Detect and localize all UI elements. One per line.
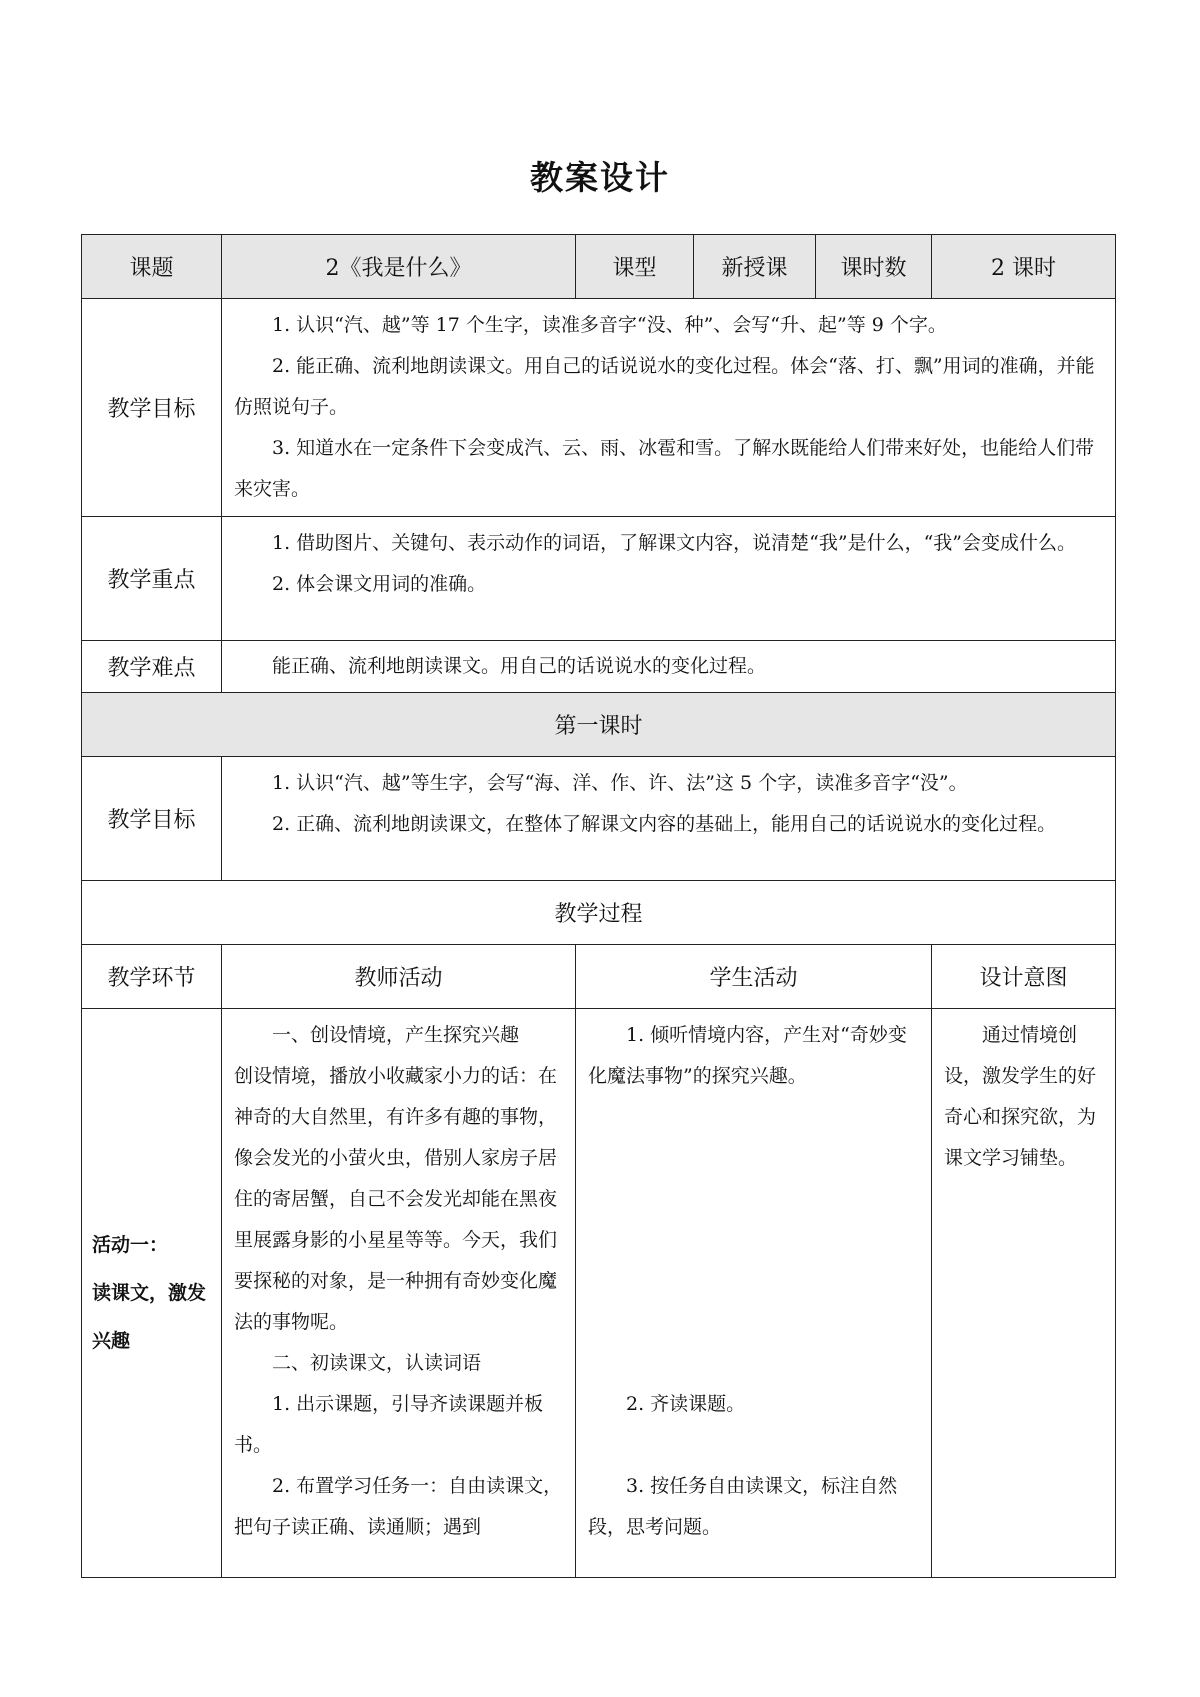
col-header-stage: 教学环节 xyxy=(82,945,222,1009)
student-step: 3. 按任务自由读课文，标注自然段，思考问题。 xyxy=(588,1475,898,1538)
key-points-row xyxy=(82,517,1116,641)
key-point-item: 2. 体会课文用词的准确。 xyxy=(272,573,487,595)
process-heading: 教学过程 xyxy=(82,881,1116,945)
key-point-item: 1. 借助图片、关键句、表示动作的词语，了解课文内容，说清楚“我”是什么，“我”会变成什么。 xyxy=(272,532,1077,554)
goal-item: 1. 认识“汽、越”等 17 个生字，读准多音字“没、种”、会写“升、起”等 9 个字。 xyxy=(272,314,947,336)
student-step: 2. 齐读课题。 xyxy=(626,1393,746,1415)
activity-row xyxy=(82,1009,1116,1578)
activity-label xyxy=(82,1009,222,1578)
intent-text: 通过情境创设，激发学生的好奇心和探究欲，为课文学习铺垫。 xyxy=(944,1024,1097,1169)
col-header-student: 学生活动 xyxy=(576,945,932,1009)
goals-row xyxy=(82,299,1116,517)
spacer xyxy=(588,1302,921,1384)
key-points-content xyxy=(222,517,1116,641)
teacher-activity xyxy=(222,1009,576,1578)
process-columns-row xyxy=(82,945,1116,1009)
lesson1-goal-item: 2. 正确、流利地朗读课文，在整体了解课文内容的基础上，能用自己的话说说水的变化过程。 xyxy=(272,813,1057,835)
lesson1-goals-row xyxy=(82,757,1116,881)
spacer xyxy=(588,1425,921,1466)
goal-item: 3. 知道水在一定条件下会变成汽、云、雨、冰雹和雪。了解水既能给人们带来好处，也能给人们带来灾害。 xyxy=(234,437,1095,500)
col-header-teacher: 教师活动 xyxy=(222,945,576,1009)
lesson1-goal-item: 1. 认识“汽、越”等生字，会写“海、洋、作、许、法”这 5 个字，读准多音字“没”。 xyxy=(272,772,968,794)
teacher-step: 一、创设情境，产生探究兴趣 xyxy=(272,1024,520,1046)
goals-label: 教学目标 xyxy=(82,299,222,517)
type-label: 课型 xyxy=(576,235,694,299)
student-activity xyxy=(576,1009,932,1578)
key-points-label: 教学重点 xyxy=(82,517,222,641)
header-row xyxy=(82,235,1116,299)
col-header-intent: 设计意图 xyxy=(932,945,1116,1009)
difficulty-row xyxy=(82,641,1116,693)
goals-content xyxy=(222,299,1116,517)
teacher-step: 二、初读课文，认读词语 xyxy=(272,1352,482,1374)
teacher-step: 2. 布置学习任务一：自由读课文，把句子读正确、读通顺；遇到 xyxy=(234,1475,563,1538)
lesson1-goals-label: 教学目标 xyxy=(82,757,222,881)
activity-name: 读课文，激发兴趣 xyxy=(92,1282,207,1352)
lesson-plan-table xyxy=(81,234,1116,1578)
hours-value: 2 课时 xyxy=(932,235,1116,299)
activity-number: 活动一： xyxy=(92,1234,169,1256)
lesson1-heading: 第一课时 xyxy=(82,693,1116,757)
spacer xyxy=(588,1097,921,1302)
process-heading-row xyxy=(82,881,1116,945)
lesson1-heading-row xyxy=(82,693,1116,757)
student-step: 1. 倾听情境内容，产生对“奇妙变化魔法事物”的探究兴趣。 xyxy=(588,1024,907,1087)
topic-label: 课题 xyxy=(82,235,222,299)
hours-label: 课时数 xyxy=(816,235,932,299)
type-value: 新授课 xyxy=(694,235,816,299)
design-intent xyxy=(932,1009,1116,1578)
goal-item: 2. 能正确、流利地朗读课文。用自己的话说说水的变化过程。体会“落、打、飘”用词的准确，并能仿照说句子。 xyxy=(234,355,1095,418)
lesson1-goals-content xyxy=(222,757,1116,881)
topic-value: 2《我是什么》 xyxy=(222,235,576,299)
difficulty-content xyxy=(222,641,1116,693)
difficulty-label: 教学难点 xyxy=(82,641,222,693)
page-title: 教案设计 xyxy=(530,158,670,197)
teacher-step: 1. 出示课题，引导齐读课题并板书。 xyxy=(234,1393,544,1456)
difficulty-text: 能正确、流利地朗读课文。用自己的话说说水的变化过程。 xyxy=(272,655,767,677)
teacher-step: 创设情境，播放小收藏家小力的话：在神奇的大自然里，有许多有趣的事物，像会发光的小萤火虫，借别人家房子居住的寄居蟹，自己不会发光却能在黑夜里展露身影的小星星等等。今天，我们要探秘的对象，是一种拥有奇妙变化魔法的事物呢。 xyxy=(234,1065,558,1333)
